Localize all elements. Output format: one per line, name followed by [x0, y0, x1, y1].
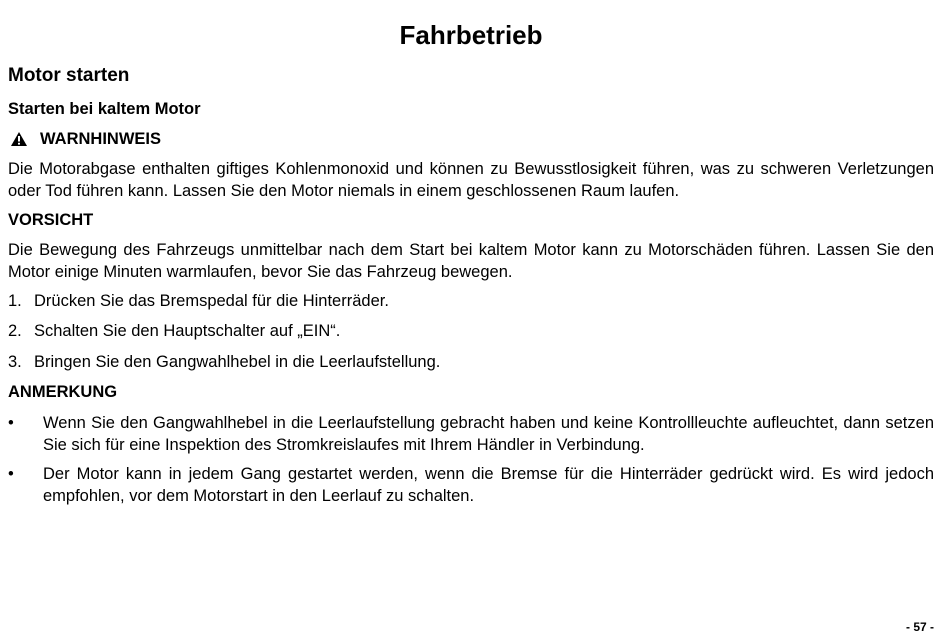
warning-label: WARNHINWEIS — [40, 130, 161, 148]
bullet-symbol: • — [8, 465, 14, 483]
step-text: Bringen Sie den Gangwahlhebel in die Leerlaufstellung. — [34, 353, 441, 371]
note-bullet-text: Wenn Sie den Gangwahlhebel in die Leerlaufstellung gebracht haben und keine Kontrollleuchte aufleuchtet, dann setzen Sie sich für eine Inspektion des Stromkreislaufes mit Ihrem Händler in Verbindung. — [43, 414, 934, 454]
page-title: Fahrbetrieb — [399, 20, 543, 50]
page-number: - 57 - — [905, 620, 934, 634]
step-item — [8, 351, 934, 373]
section-heading: Motor starten — [8, 65, 130, 86]
note-bullet-text: Der Motor kann in jedem Gang gestartet werden, wenn die Bremse für die Hinterräder gedrückt wird. Es wird jedoch empfohlen, vor dem Motorstart in den Leerlauf zu schalten. — [43, 465, 934, 505]
step-text: Drücken Sie das Bremspedal für die Hinterräder. — [34, 292, 389, 310]
step-item — [8, 290, 934, 312]
step-number: 3. — [8, 353, 22, 371]
caution-text: Die Bewegung des Fahrzeugs unmittelbar nach dem Start bei kaltem Motor kann zu Motorschäden führen. Lassen Sie den Motor einige Minuten warmlaufen, bevor Sie das Fahrzeug bewegen. — [8, 241, 934, 281]
note-bullet-item — [8, 463, 934, 507]
caution-label: VORSICHT — [8, 211, 94, 229]
warning-label-row — [8, 128, 161, 150]
step-number: 1. — [8, 292, 22, 310]
note-bullet-item — [8, 412, 934, 456]
warning-triangle-icon — [10, 131, 28, 147]
note-label: ANMERKUNG — [8, 383, 118, 401]
warning-text: Die Motorabgase enthalten giftiges Kohlenmonoxid und können zu Bewusstlosigkeit führen, was zu schweren Verletzungen oder Tod führen kann. Lassen Sie den Motor niemals in einem geschlossenen Raum laufen. — [8, 160, 934, 200]
subsection-heading: Starten bei kaltem Motor — [8, 100, 201, 118]
step-item — [8, 320, 934, 342]
step-number: 2. — [8, 322, 22, 340]
step-text: Schalten Sie den Hauptschalter auf „EIN“. — [34, 322, 341, 340]
bullet-symbol: • — [8, 414, 14, 432]
